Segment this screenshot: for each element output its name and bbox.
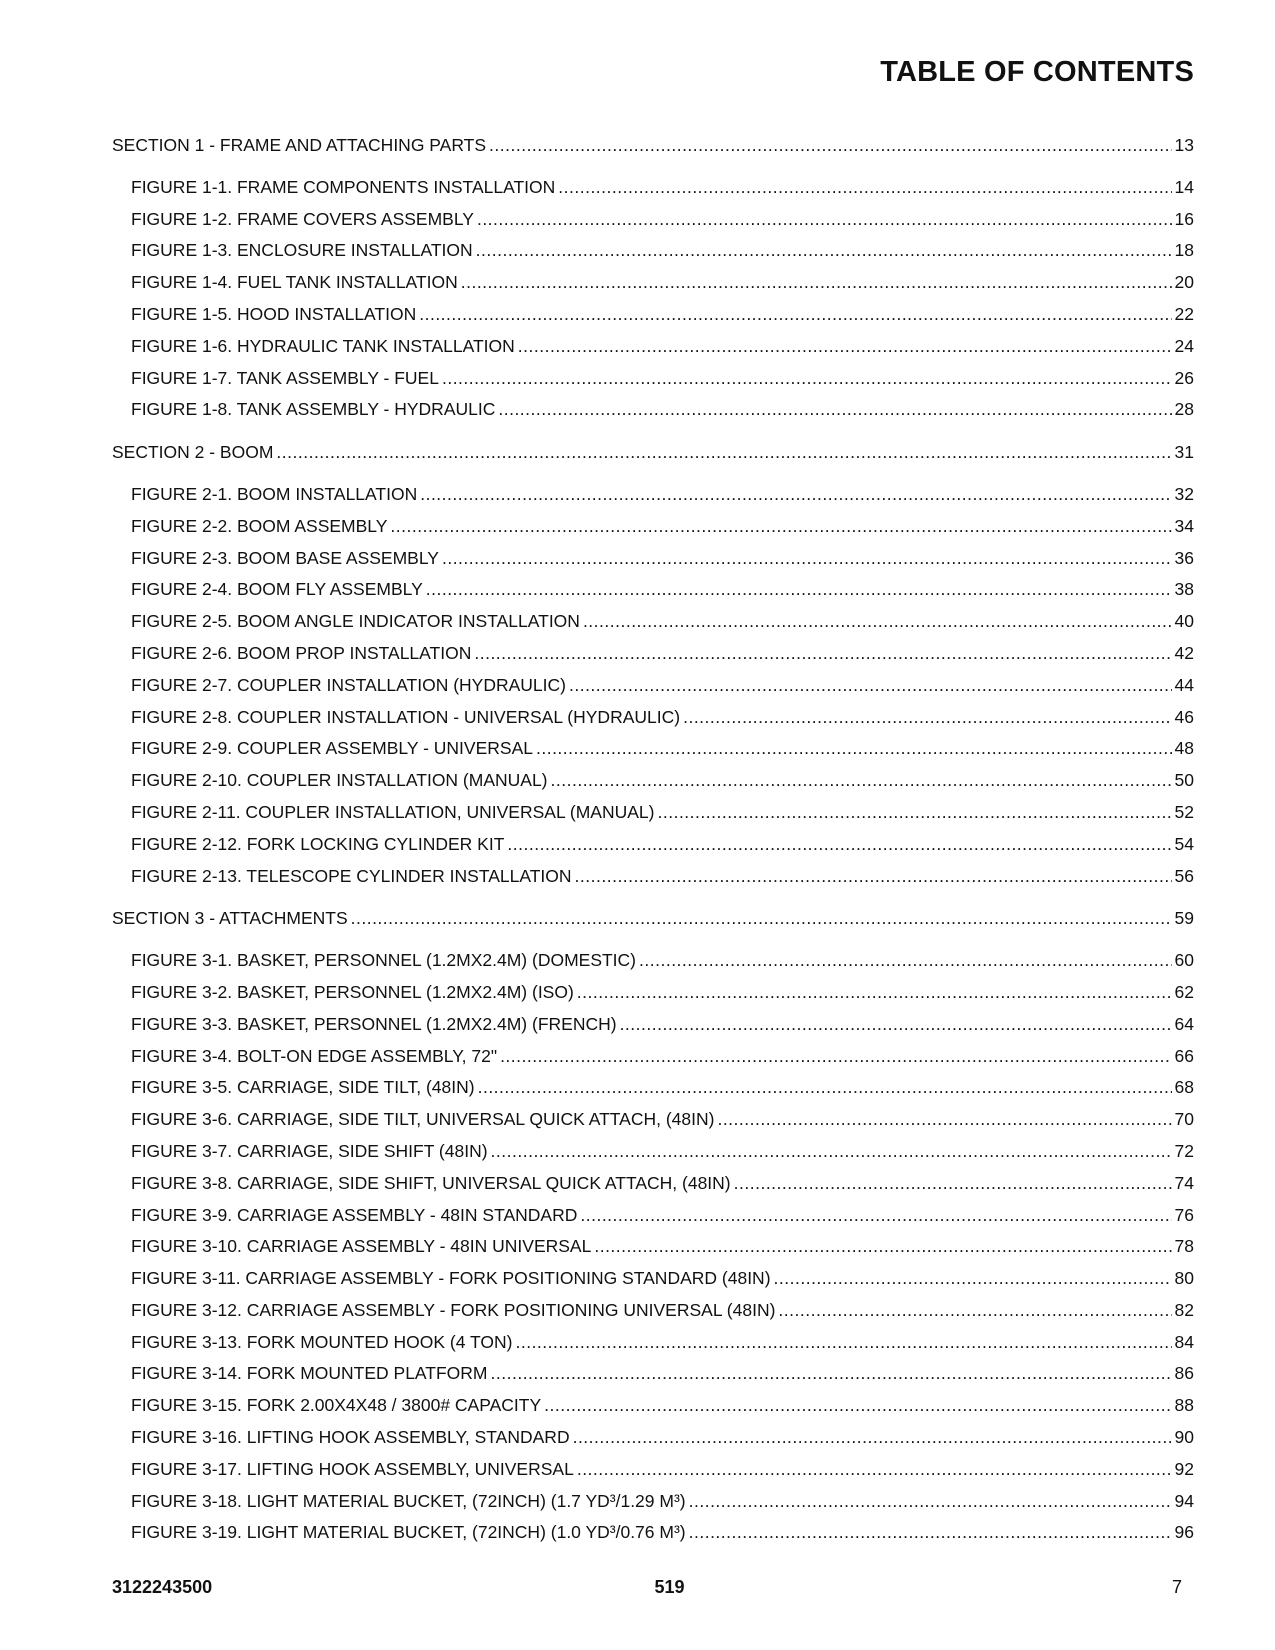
- toc-entry-title: FIGURE 1-3. ENCLOSURE INSTALLATION: [131, 240, 473, 261]
- toc-dot-leader: [491, 1358, 1172, 1390]
- toc-dot-leader: [658, 797, 1172, 829]
- toc-dot-leader: [351, 903, 1172, 935]
- toc-entry-page: 40: [1174, 611, 1194, 632]
- toc-entry-page: 36: [1174, 547, 1194, 568]
- toc-entry-page: 46: [1174, 706, 1194, 727]
- toc-entry-page: 54: [1174, 833, 1194, 854]
- toc-figure-entry[interactable]: [112, 670, 1194, 702]
- toc-figure-entry[interactable]: [112, 1263, 1194, 1295]
- toc-figure-entry[interactable]: [112, 1454, 1194, 1486]
- toc-dot-leader: [689, 1486, 1172, 1518]
- toc-dot-leader: [734, 1168, 1172, 1200]
- toc-entry-title: FIGURE 3-16. LIFTING HOOK ASSEMBLY, STANDARD: [131, 1427, 570, 1448]
- toc-dot-leader: [575, 861, 1172, 893]
- toc-entry-page: 62: [1174, 981, 1194, 1002]
- toc-entry-page: 94: [1174, 1490, 1194, 1511]
- toc-dot-leader: [569, 670, 1172, 702]
- toc-figure-entry[interactable]: [112, 733, 1194, 765]
- toc-dot-leader: [500, 1041, 1171, 1073]
- toc-entry-page: 50: [1174, 770, 1194, 791]
- toc-figure-entry[interactable]: [112, 172, 1194, 204]
- toc-entry-page: 48: [1174, 738, 1194, 759]
- toc-entry-page: 80: [1174, 1268, 1194, 1289]
- toc-entry-title: FIGURE 3-7. CARRIAGE, SIDE SHIFT (48IN): [131, 1140, 488, 1161]
- toc-figure-entry[interactable]: [112, 1104, 1194, 1136]
- toc-figure-entry[interactable]: [112, 638, 1194, 670]
- toc-figure-entry[interactable]: [112, 1390, 1194, 1422]
- toc-figure-entry[interactable]: [112, 1168, 1194, 1200]
- toc-dot-leader: [683, 702, 1171, 734]
- toc-dot-leader: [551, 765, 1172, 797]
- toc-dot-leader: [577, 977, 1172, 1009]
- toc-entry-page: 28: [1174, 399, 1194, 420]
- toc-entry-page: 52: [1174, 801, 1194, 822]
- toc-dot-leader: [474, 638, 1171, 670]
- toc-entry-title: FIGURE 2-13. TELESCOPE CYLINDER INSTALLATION: [131, 865, 572, 886]
- toc-figure-entry[interactable]: [112, 861, 1194, 893]
- toc-dot-leader: [477, 204, 1172, 236]
- toc-dot-leader: [442, 363, 1172, 395]
- toc-entry-page: 68: [1174, 1077, 1194, 1098]
- toc-entry-page: 72: [1174, 1140, 1194, 1161]
- toc-figure-entry[interactable]: [112, 1358, 1194, 1390]
- toc-entry-page: 64: [1174, 1013, 1194, 1034]
- toc-entry-page: 74: [1174, 1172, 1194, 1193]
- toc-dot-leader: [620, 1009, 1172, 1041]
- toc-entry-title: FIGURE 3-3. BASKET, PERSONNEL (1.2MX2.4M) (FRENCH): [131, 1013, 617, 1034]
- toc-dot-leader: [491, 1136, 1172, 1168]
- toc-figure-entry[interactable]: [112, 702, 1194, 734]
- toc-figure-entry[interactable]: [112, 394, 1194, 426]
- toc-dot-leader: [390, 511, 1171, 543]
- toc-entry-page: 66: [1174, 1045, 1194, 1066]
- toc-entry-page: 90: [1174, 1427, 1194, 1448]
- toc-figure-entry[interactable]: [112, 1231, 1194, 1263]
- toc-figure-entry[interactable]: [112, 479, 1194, 511]
- toc-entry-title: FIGURE 2-5. BOOM ANGLE INDICATOR INSTALLATION: [131, 611, 580, 632]
- toc-dot-leader: [518, 331, 1172, 363]
- toc-figure-entry[interactable]: [112, 606, 1194, 638]
- toc-figure-entry[interactable]: [112, 1486, 1194, 1518]
- toc-figure-entry[interactable]: [112, 1422, 1194, 1454]
- toc-entry-title: FIGURE 1-2. FRAME COVERS ASSEMBLY: [131, 208, 474, 229]
- toc-dot-leader: [583, 606, 1172, 638]
- toc-entry-title: FIGURE 2-6. BOOM PROP INSTALLATION: [131, 642, 472, 663]
- toc-entry-title: FIGURE 1-1. FRAME COMPONENTS INSTALLATION: [131, 176, 556, 197]
- toc-figure-entry[interactable]: [112, 1327, 1194, 1359]
- toc-entry-title: FIGURE 3-9. CARRIAGE ASSEMBLY - 48IN STANDARD: [131, 1204, 578, 1225]
- toc-entry-page: 16: [1174, 208, 1194, 229]
- toc-entry-page: 31: [1174, 442, 1194, 463]
- toc-entry-page: 86: [1174, 1363, 1194, 1384]
- toc-entry-page: 78: [1174, 1236, 1194, 1257]
- toc-entry-title: SECTION 2 - BOOM: [112, 442, 274, 463]
- toc-figure-entry[interactable]: [112, 765, 1194, 797]
- toc-entry-title: FIGURE 3-18. LIGHT MATERIAL BUCKET, (72INCH) (1.7 YD³/1.29 M³): [131, 1490, 686, 1511]
- toc-figure-entry[interactable]: [112, 299, 1194, 331]
- toc-entry-title: FIGURE 2-3. BOOM BASE ASSEMBLY: [131, 547, 439, 568]
- toc-entry-page: 76: [1174, 1204, 1194, 1225]
- toc-figure-entry[interactable]: [112, 1295, 1194, 1327]
- toc-entry-page: 42: [1174, 642, 1194, 663]
- toc-dot-leader: [276, 437, 1171, 469]
- toc-entry-title: FIGURE 1-6. HYDRAULIC TANK INSTALLATION: [131, 335, 515, 356]
- toc-dot-leader: [774, 1263, 1172, 1295]
- toc-entry-page: 32: [1174, 483, 1194, 504]
- toc-dot-leader: [498, 394, 1171, 426]
- toc-dot-leader: [442, 543, 1172, 575]
- toc-figure-entry[interactable]: [112, 1009, 1194, 1041]
- toc-entry-title: FIGURE 3-8. CARRIAGE, SIDE SHIFT, UNIVERSAL QUICK ATTACH, (48IN): [131, 1172, 731, 1193]
- toc-entry-page: 26: [1174, 367, 1194, 388]
- toc-figure-entry[interactable]: [112, 1136, 1194, 1168]
- toc-dot-leader: [478, 1072, 1172, 1104]
- toc-dot-leader: [476, 235, 1172, 267]
- footer-doc-number: 3122243500: [112, 1577, 213, 1597]
- toc-entry-page: 24: [1174, 335, 1194, 356]
- toc-figure-entry[interactable]: [112, 1200, 1194, 1232]
- toc-entry-page: 56: [1174, 865, 1194, 886]
- toc-figure-entry[interactable]: [112, 945, 1194, 977]
- toc-figure-entry[interactable]: [112, 235, 1194, 267]
- toc-entry-page: 96: [1174, 1522, 1194, 1543]
- toc-dot-leader: [573, 1422, 1172, 1454]
- toc-dot-leader: [420, 479, 1171, 511]
- toc-entry-title: FIGURE 1-5. HOOD INSTALLATION: [131, 303, 417, 324]
- toc-dot-leader: [577, 1454, 1172, 1486]
- toc-entry-title: FIGURE 2-12. FORK LOCKING CYLINDER KIT: [131, 833, 505, 854]
- toc-entry-title: FIGURE 1-7. TANK ASSEMBLY - FUEL: [131, 367, 439, 388]
- toc-entry-page: 44: [1174, 674, 1194, 695]
- toc-dot-leader: [594, 1231, 1171, 1263]
- toc-dot-leader: [544, 1390, 1171, 1422]
- toc-entry-title: FIGURE 1-4. FUEL TANK INSTALLATION: [131, 272, 458, 293]
- toc-entry-title: FIGURE 3-15. FORK 2.00X4X48 / 3800# CAPACITY: [131, 1395, 542, 1416]
- toc-entry-title: FIGURE 3-14. FORK MOUNTED PLATFORM: [131, 1363, 488, 1384]
- toc-figure-entry[interactable]: [112, 1072, 1194, 1104]
- toc-dot-leader: [419, 299, 1171, 331]
- toc-section-entry[interactable]: [112, 130, 1194, 162]
- toc-figure-entry[interactable]: [112, 829, 1194, 861]
- toc-entry-title: FIGURE 3-19. LIGHT MATERIAL BUCKET, (72INCH) (1.0 YD³/0.76 M³): [131, 1522, 686, 1543]
- toc-dot-leader: [558, 172, 1171, 204]
- toc-entry-page: 59: [1174, 908, 1194, 929]
- toc-entry-title: FIGURE 3-12. CARRIAGE ASSEMBLY - FORK POSITIONING UNIVERSAL (48IN): [131, 1299, 776, 1320]
- toc-entry-title: FIGURE 3-13. FORK MOUNTED HOOK (4 TON): [131, 1331, 513, 1352]
- toc-entry-title: SECTION 3 - ATTACHMENTS: [112, 908, 348, 929]
- toc-entry-title: FIGURE 3-4. BOLT-ON EDGE ASSEMBLY, 72": [131, 1045, 498, 1066]
- toc-entry-page: 20: [1174, 272, 1194, 293]
- toc-dot-leader: [639, 945, 1172, 977]
- toc-entry-title: FIGURE 2-10. COUPLER INSTALLATION (MANUAL): [131, 770, 548, 791]
- toc-entry-page: 88: [1174, 1395, 1194, 1416]
- toc-entry-page: 34: [1174, 515, 1194, 536]
- toc-dot-leader: [515, 1327, 1171, 1359]
- toc-entry-page: 60: [1174, 950, 1194, 971]
- toc-entry-page: 18: [1174, 240, 1194, 261]
- toc-figure-entry[interactable]: [112, 1041, 1194, 1073]
- toc-entry-title: SECTION 1 - FRAME AND ATTACHING PARTS: [112, 135, 487, 155]
- toc-figure-entry[interactable]: [112, 543, 1194, 575]
- toc-entry-title: FIGURE 3-5. CARRIAGE, SIDE TILT, (48IN): [131, 1077, 475, 1098]
- toc-figure-entry[interactable]: [112, 977, 1194, 1009]
- toc-figure-entry[interactable]: [112, 363, 1194, 395]
- toc-dot-leader: [489, 130, 1172, 162]
- toc-dot-leader: [536, 733, 1172, 765]
- toc-entry-title: FIGURE 2-2. BOOM ASSEMBLY: [131, 515, 388, 536]
- toc-dot-leader: [580, 1200, 1171, 1232]
- toc-entry-title: FIGURE 3-17. LIFTING HOOK ASSEMBLY, UNIVERSAL: [131, 1458, 574, 1479]
- toc-figure-entry[interactable]: [112, 267, 1194, 299]
- toc-entry-title: FIGURE 3-1. BASKET, PERSONNEL (1.2MX2.4M) (DOMESTIC): [131, 950, 637, 971]
- toc-figure-entry[interactable]: [112, 1517, 1194, 1549]
- toc-entry-page: 13: [1174, 135, 1194, 155]
- toc-entry-page: 22: [1174, 303, 1194, 324]
- toc-entry-title: FIGURE 2-1. BOOM INSTALLATION: [131, 483, 418, 504]
- toc-dot-leader: [507, 829, 1171, 861]
- toc-figure-entry[interactable]: [112, 204, 1194, 236]
- toc-entry-page: 14: [1174, 176, 1194, 197]
- toc-entry-title: FIGURE 3-11. CARRIAGE ASSEMBLY - FORK POSITIONING STANDARD (48IN): [131, 1268, 771, 1289]
- toc-entry-title: FIGURE 1-8. TANK ASSEMBLY - HYDRAULIC: [131, 399, 496, 420]
- toc-section-entry[interactable]: [112, 437, 1194, 469]
- toc-dot-leader: [717, 1104, 1171, 1136]
- page-title: TABLE OF CONTENTS: [880, 56, 1194, 88]
- table-of-contents: [112, 130, 1194, 1549]
- toc-entry-title: FIGURE 3-2. BASKET, PERSONNEL (1.2MX2.4M) (ISO): [131, 981, 574, 1002]
- footer-center-number: 519: [654, 1577, 685, 1597]
- toc-dot-leader: [426, 574, 1172, 606]
- toc-dot-leader: [689, 1517, 1172, 1549]
- toc-entry-page: 70: [1174, 1109, 1194, 1130]
- toc-entry-title: FIGURE 2-8. COUPLER INSTALLATION - UNIVERSAL (HYDRAULIC): [131, 706, 681, 727]
- toc-entry-page: 92: [1174, 1458, 1194, 1479]
- toc-entry-page: 84: [1174, 1331, 1194, 1352]
- toc-entry-title: FIGURE 2-4. BOOM FLY ASSEMBLY: [131, 579, 423, 600]
- toc-entry-title: FIGURE 3-10. CARRIAGE ASSEMBLY - 48IN UNIVERSAL: [131, 1236, 592, 1257]
- footer-page-number: 7: [1171, 1577, 1182, 1597]
- toc-entry-title: FIGURE 2-11. COUPLER INSTALLATION, UNIVERSAL (MANUAL): [131, 801, 655, 822]
- toc-entry-page: 38: [1174, 579, 1194, 600]
- toc-entry-page: 82: [1174, 1299, 1194, 1320]
- toc-figure-entry[interactable]: [112, 511, 1194, 543]
- toc-entry-title: FIGURE 2-9. COUPLER ASSEMBLY - UNIVERSAL: [131, 738, 533, 759]
- toc-figure-entry[interactable]: [112, 331, 1194, 363]
- toc-section-entry[interactable]: [112, 903, 1194, 935]
- toc-entry-title: FIGURE 3-6. CARRIAGE, SIDE TILT, UNIVERSAL QUICK ATTACH, (48IN): [131, 1109, 715, 1130]
- toc-dot-leader: [461, 267, 1172, 299]
- toc-figure-entry[interactable]: [112, 797, 1194, 829]
- toc-dot-leader: [778, 1295, 1171, 1327]
- toc-figure-entry[interactable]: [112, 574, 1194, 606]
- toc-entry-title: FIGURE 2-7. COUPLER INSTALLATION (HYDRAULIC): [131, 674, 566, 695]
